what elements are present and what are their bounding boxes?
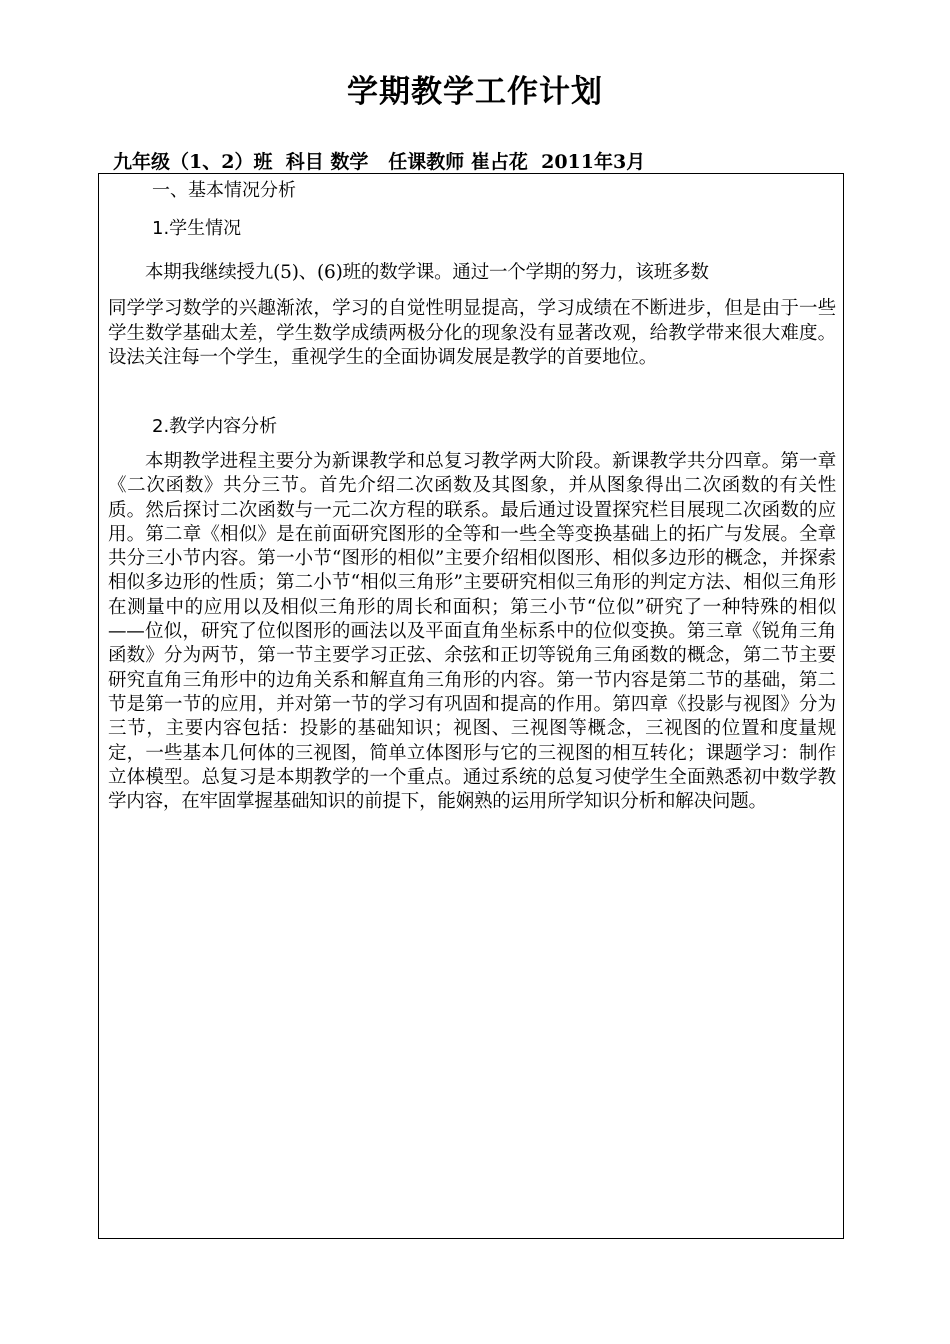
content-box xyxy=(98,173,844,1239)
subject-label: 科目 xyxy=(285,151,324,173)
teacher-label: 任课教师 xyxy=(388,151,465,173)
subject-text: 数学 xyxy=(330,151,369,173)
section-heading-content: 2.教学内容分析 xyxy=(152,416,278,437)
meta-line xyxy=(113,147,645,174)
students-paragraph-first-line: 本期我继续授九(5)、(6)班的数学课。通过一个学期的努力，该班多数 xyxy=(145,262,709,283)
students-paragraph xyxy=(108,261,836,370)
students-paragraph-rest: 同学学习数学的兴趣渐浓，学习的自觉性明显提高，学习成绩在不断进步，但是由于一些学生数学基础太差，学生数学成绩两极分化的现象没有显著改观，给教学带来很大难度。设法关注每一个学生，重视学生的全面协调发展是教学的首要地位。 xyxy=(108,298,836,368)
section-heading-students: 1.学生情况 xyxy=(152,218,242,239)
date-text: 2011年3月 xyxy=(541,151,646,173)
section-heading-basic-analysis: 一、基本情况分析 xyxy=(152,180,296,201)
content-paragraph: 本期教学进程主要分为新课教学和总复习教学两大阶段。新课教学共分四章。第一章《二次函数》共分三节。首先介绍二次函数及其图象，并从图象得出二次函数的有关性质。然后探讨二次函数与一元二次方程的联系。最后通过设置探究栏目展现二次函数的应用。第二章《相似》是在前面研究图形的全等和一些全等变换基础上的拓广与发展。全章共分三小节内容。第一小节“图形的相似”主要介绍相似图形、相似多边形的概念，并探索相似多边形的性质；第二小节“相似三角形”主要研究相似三角形的判定方法、相似三角形在测量中的应用以及相似三角形的周长和面积；第三小节“位似”研究了一种特殊的相似——位似，研究了位似图形的画法以及平面直角坐标系中的位似变换。第三章《锐角三角函数》分为两节，第一节主要学习正弦、余弦和正切等锐角三角函数的概念，第二节主要研究直角三角形中的边角关系和解直角三角形的内容。第一节内容是第二节的基础，第二节是第一节的应用，并对第一节的学习有巩固和提高的作用。第四章《投影与视图》分为三节，主要内容包括：投影的基础知识；视图、三视图等概念，三视图的位置和度量规定，一些基本几何体的三视图，简单立体图形与它的三视图的相互转化；课题学习：制作立体模型。总复习是本期教学的一个重点。通过系统的总复习使学生全面熟悉初中数学教学内容，在牢固掌握基础知识的前提下，能娴熟的运用所学知识分析和解决问题。 xyxy=(108,451,836,813)
page-title: 学期教学工作计划 xyxy=(347,74,603,110)
grade-text: 九年级（1、2）班 xyxy=(113,151,273,173)
teacher-name: 崔占花 xyxy=(470,151,528,173)
